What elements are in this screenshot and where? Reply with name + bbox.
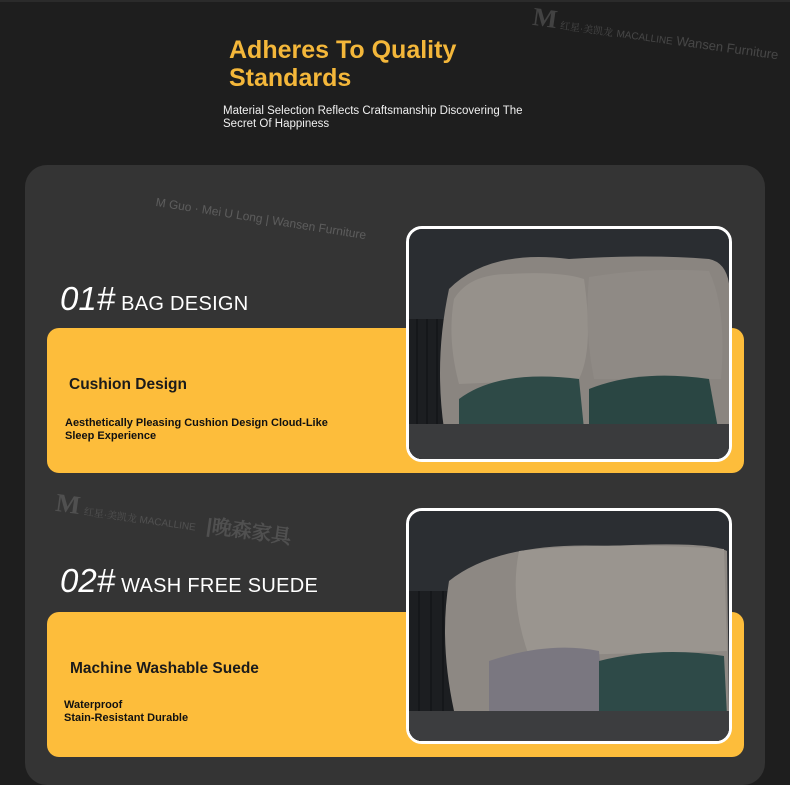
brand-cn: 红星·美凯龙: [559, 20, 614, 40]
feature-2-name: WASH FREE SUEDE: [121, 575, 319, 597]
page-title-line2: Standards: [229, 64, 352, 92]
panel-watermark: M Guo · Mei U Long | Wansen Furniture: [154, 195, 368, 243]
brand-en: MACALLINE: [615, 28, 674, 48]
bed-cushion-photo: [406, 226, 732, 462]
feature-1-heading: [60, 280, 249, 318]
brand-m-logo: M: [530, 2, 560, 35]
bed-cushion-illustration: [409, 229, 729, 459]
feature-2-number: 02#: [60, 562, 116, 599]
brand-mid: 红星·美凯龙 MACALLINE: [83, 506, 197, 534]
feature-2-card-desc-line2: Stain-Resistant Durable: [64, 712, 189, 724]
feature-1-name: BAG DESIGN: [121, 293, 249, 315]
brand-mid-cn: |晚森家具: [204, 515, 293, 549]
bed-suede-photo: [406, 508, 732, 744]
brand-text: Wansen Furniture: [675, 33, 780, 63]
page-subtitle: Material Selection Reflects Craftsmanship Discovering The Secret Of Happiness: [223, 105, 523, 130]
top-divider: [0, 0, 790, 2]
bed-suede-illustration: [409, 511, 729, 741]
feature-2-card-title: Machine Washable Suede: [70, 660, 259, 677]
feature-2-card-desc-line1: Waterproof: [64, 699, 123, 711]
feature-2-card-desc: [64, 699, 354, 725]
feature-2-heading: [60, 562, 318, 600]
brand-m-logo-mid: M: [53, 488, 83, 521]
brand-watermark-top: [531, 2, 781, 66]
page-title: [229, 36, 456, 92]
feature-1-number: 01#: [60, 280, 116, 317]
page-title-line1: Adheres To Quality: [229, 36, 457, 64]
feature-1-card-title: Cushion Design: [69, 376, 187, 393]
feature-1-card-desc: Aesthetically Pleasing Cushion Design Cloud-Like Sleep Experience: [65, 417, 328, 442]
